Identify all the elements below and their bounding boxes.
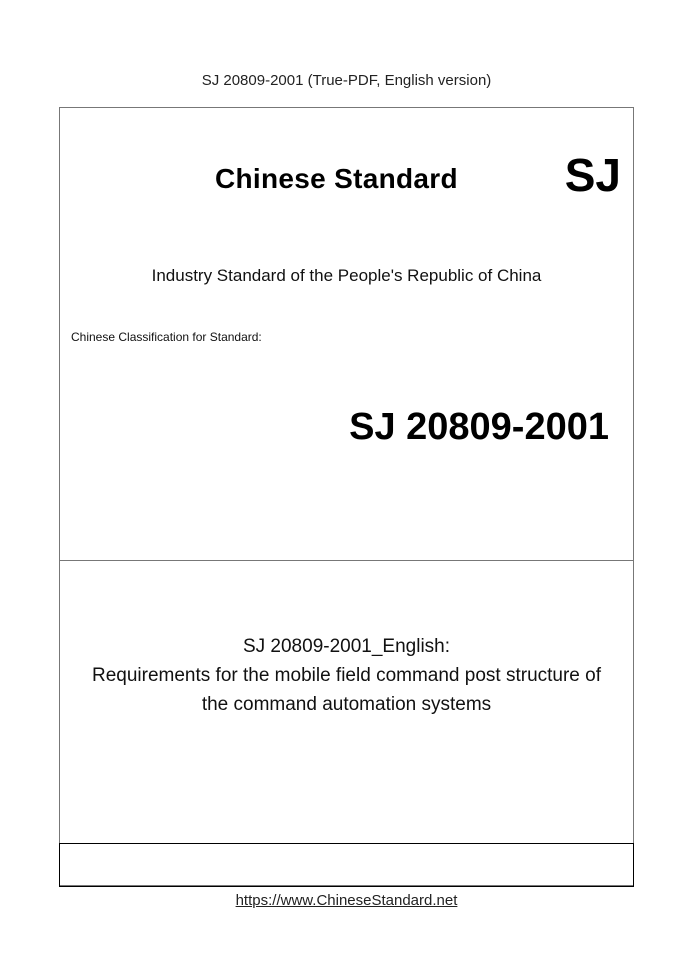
document-title-section — [60, 561, 633, 843]
document-title — [60, 632, 633, 719]
cover-frame — [59, 107, 634, 886]
standard-label: Chinese Standard — [215, 163, 458, 194]
cover-bottom-box — [59, 843, 634, 887]
classification-label: Chinese Classification for Standard: — [71, 330, 262, 344]
cover-header-section — [60, 108, 633, 561]
footer-website-link[interactable]: https://www.ChineseStandard.net — [235, 892, 458, 909]
industry-standard-line: Industry Standard of the People's Republic of China — [151, 266, 542, 285]
standard-number: SJ 20809-2001 — [349, 406, 609, 448]
document-title-line: the command automation systems — [201, 694, 492, 715]
standard-abbreviation: SJ — [564, 149, 621, 201]
document-title-line: Requirements for the mobile field command post structure of — [91, 665, 601, 686]
document-title-line: SJ 20809-2001_English: — [242, 636, 451, 657]
page-header-title: SJ 20809-2001 (True-PDF, English version) — [201, 72, 492, 89]
